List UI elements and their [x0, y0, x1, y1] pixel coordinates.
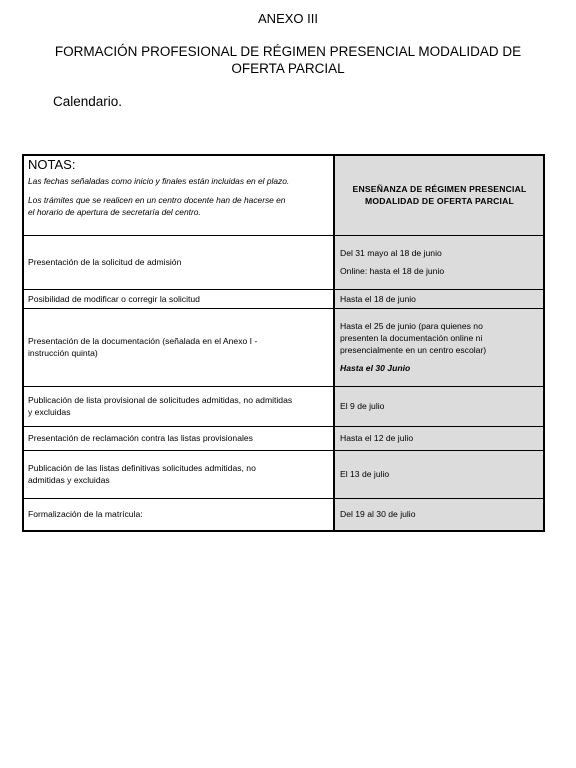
- table-row: [23, 450, 544, 498]
- row-value-line: Del 31 mayo al 18 de junio: [340, 248, 442, 258]
- row-value: Hasta el 18 de junio: [334, 289, 544, 308]
- row-value: [334, 308, 544, 386]
- row-value-line: Hasta el 25 de junio (para quienes no: [340, 321, 483, 331]
- row-label-line: instrucción quinta): [28, 348, 98, 358]
- row-label: Presentación de reclamación contra las listas provisionales: [23, 426, 334, 450]
- row-label-line: Publicación de las listas definitivas solicitudes admitidas, no: [28, 463, 256, 473]
- notes-title: NOTAS:: [28, 157, 76, 172]
- row-value-emphasis: Hasta el 30 Junio: [340, 363, 411, 373]
- table-row: [23, 498, 544, 531]
- row-label-line: y excluidas: [28, 407, 71, 417]
- row-label-line: admitidas y excluidas: [28, 475, 110, 485]
- annex-title: ANEXO III: [258, 11, 318, 26]
- note-2b: el horario de apertura de secretaría del centro.: [28, 207, 201, 217]
- row-value: El 13 de julio: [334, 450, 544, 498]
- row-value: Hasta el 12 de julio: [334, 426, 544, 450]
- table-row: [23, 308, 544, 386]
- row-label: Posibilidad de modificar o corregir la solicitud: [23, 289, 334, 308]
- document-heading: [40, 43, 536, 77]
- row-label: Presentación de la solicitud de admisión: [23, 235, 334, 289]
- row-label: [23, 386, 334, 426]
- table-header-row: [23, 155, 544, 235]
- row-label-line: Publicación de lista provisional de solicitudes admitidas, no admitidas: [28, 395, 293, 405]
- calendar-subtitle: Calendario.: [53, 94, 123, 109]
- heading-line-2: OFERTA PARCIAL: [231, 61, 345, 76]
- table-row: [23, 386, 544, 426]
- row-label-line: Presentación de la documentación (señalada en el Anexo I -: [28, 336, 258, 346]
- column-header-line-2: MODALIDAD DE OFERTA PARCIAL: [365, 196, 514, 207]
- note-1: Las fechas señaladas como inicio y finales están incluidas en el plazo.: [28, 176, 290, 186]
- row-value: El 9 de julio: [334, 386, 544, 426]
- row-value-line: presenten la documentación online ni: [340, 333, 483, 343]
- row-value-line: presencialmente en un centro escolar): [340, 345, 487, 355]
- row-label: [23, 308, 334, 386]
- row-label: Formalización de la matrícula:: [23, 498, 334, 531]
- column-header-line-1: ENSEÑANZA DE RÉGIMEN PRESENCIAL: [352, 184, 527, 195]
- row-label: [23, 450, 334, 498]
- table-row: [23, 426, 544, 450]
- column-header-cell: [334, 155, 544, 235]
- notes-cell: [23, 155, 334, 235]
- row-value: Del 19 al 30 de julio: [334, 498, 544, 531]
- table-row: [23, 289, 544, 308]
- note-2a: Los trámites que se realicen en un centro docente han de hacerse en: [28, 195, 286, 205]
- heading-line-1: FORMACIÓN PROFESIONAL DE RÉGIMEN PRESENCIAL MODALIDAD DE: [54, 44, 522, 59]
- table-row: [23, 235, 544, 289]
- row-value: [334, 235, 544, 289]
- row-value-line: Online: hasta el 18 de junio: [340, 266, 445, 276]
- calendar-table: [22, 154, 545, 532]
